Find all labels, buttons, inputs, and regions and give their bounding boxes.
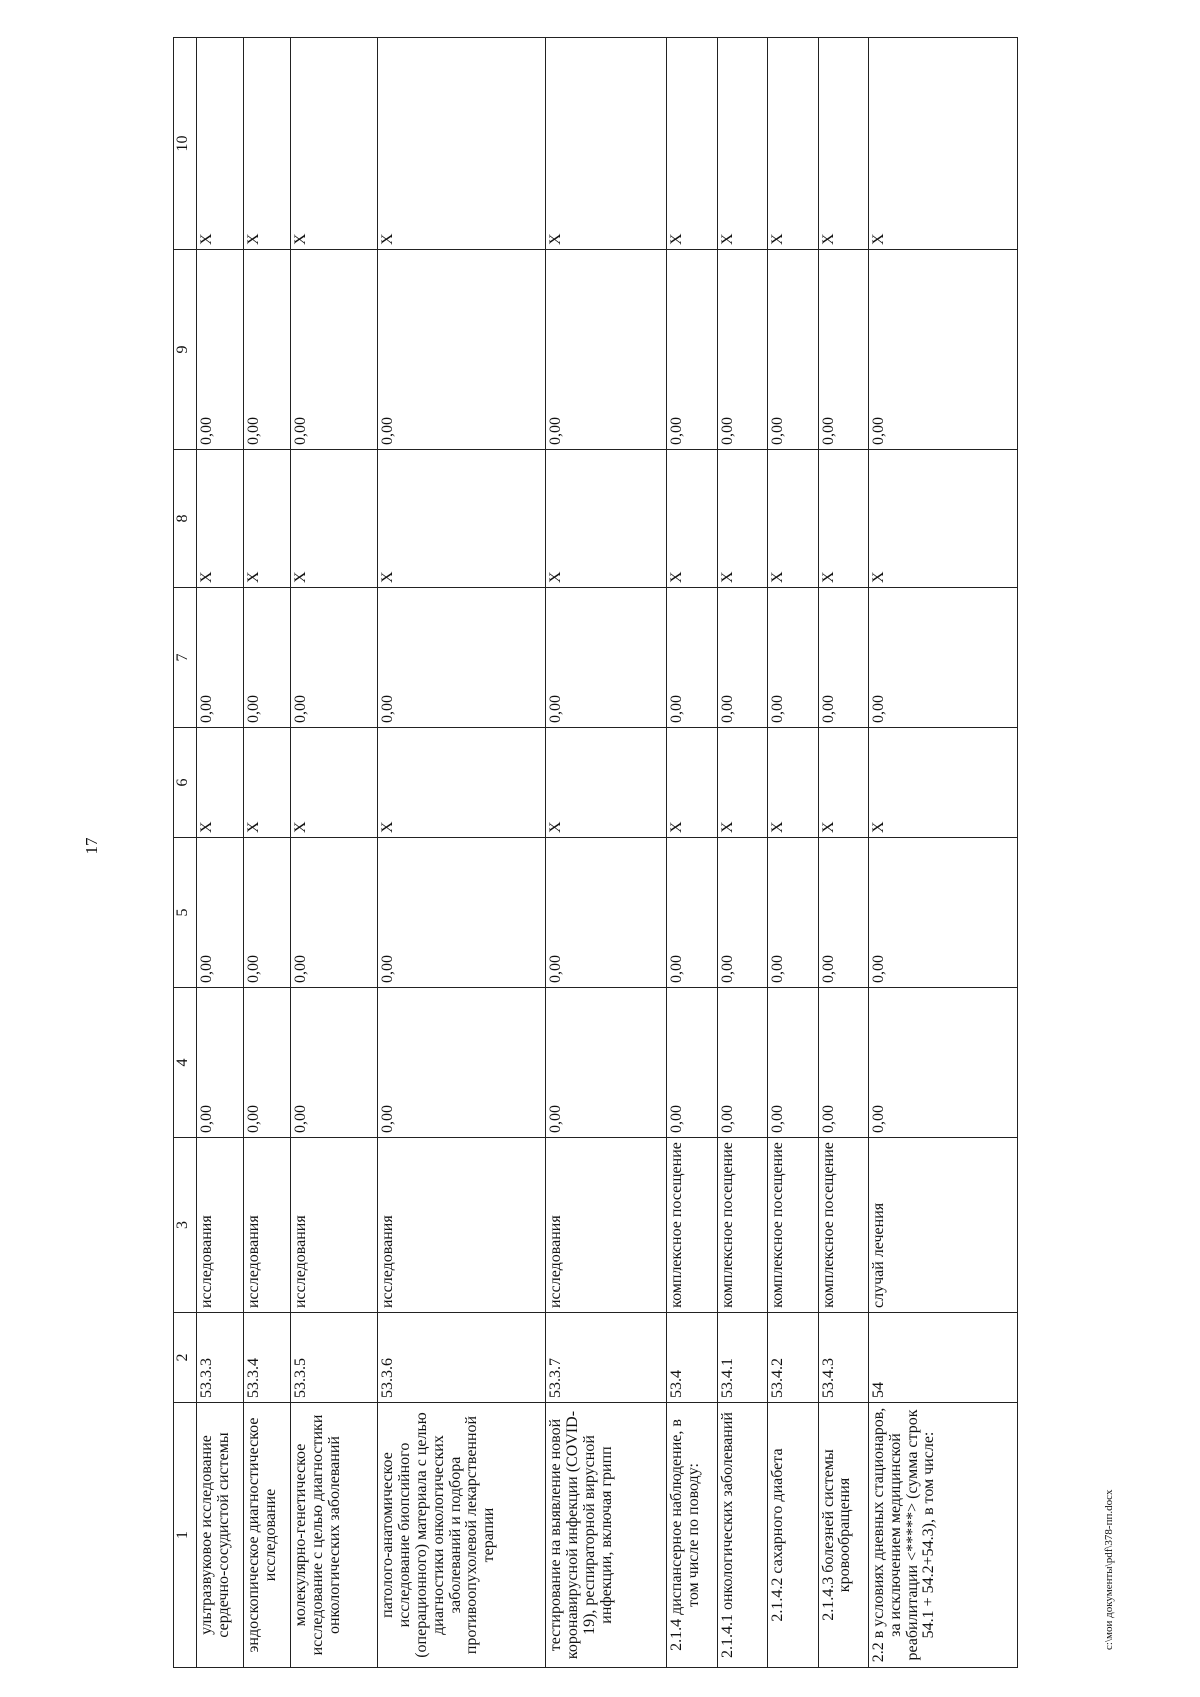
cell-c9: 0,00 (378, 250, 546, 450)
cell-unit: комплексное посещение (818, 1138, 868, 1313)
cell-c7: 0,00 (667, 588, 717, 728)
cell-c6: X (291, 728, 378, 838)
cell-code: 53.4.1 (717, 1313, 767, 1403)
table-body (197, 38, 1018, 1668)
cell-c5: 0,00 (197, 838, 244, 988)
cell-c8: X (868, 450, 1017, 588)
cell-unit: комплексное посещение (667, 1138, 717, 1313)
cell-c8: X (546, 450, 667, 588)
cell-c8: X (667, 450, 717, 588)
cell-c7: 0,00 (291, 588, 378, 728)
cell-c10: X (868, 38, 1017, 250)
cell-c10: X (818, 38, 868, 250)
cell-c10: X (768, 38, 818, 250)
cell-unit: исследования (546, 1138, 667, 1313)
table-row (768, 38, 818, 1668)
header-cell: 4 (174, 988, 197, 1138)
table-row (378, 38, 546, 1668)
cell-code: 53.4 (667, 1313, 717, 1403)
cell-c9: 0,00 (546, 250, 667, 450)
table-row (868, 38, 1017, 1668)
cell-c8: X (291, 450, 378, 588)
cell-c6: X (768, 728, 818, 838)
cell-c4: 0,00 (197, 988, 244, 1138)
cell-c9: 0,00 (768, 250, 818, 450)
cell-c10: X (291, 38, 378, 250)
cell-unit: исследования (378, 1138, 546, 1313)
header-cell: 9 (174, 250, 197, 450)
cell-name: эндоскопическое диагностическое исследование (244, 1403, 291, 1668)
cell-code: 53.3.7 (546, 1313, 667, 1403)
cell-c4: 0,00 (291, 988, 378, 1138)
header-cell: 2 (174, 1313, 197, 1403)
header-cell: 10 (174, 38, 197, 250)
cell-c4: 0,00 (717, 988, 767, 1138)
cell-code: 53.3.6 (378, 1313, 546, 1403)
cell-c8: X (378, 450, 546, 588)
cell-c6: X (717, 728, 767, 838)
cell-name: 2.1.4 диспансерное наблюдение, в том числе по поводу: (667, 1403, 717, 1668)
header-cell: 3 (174, 1138, 197, 1313)
cell-c6: X (197, 728, 244, 838)
cell-c5: 0,00 (667, 838, 717, 988)
cell-c5: 0,00 (818, 838, 868, 988)
cell-c4: 0,00 (667, 988, 717, 1138)
cell-c4: 0,00 (546, 988, 667, 1138)
cell-code: 53.3.5 (291, 1313, 378, 1403)
cell-c7: 0,00 (546, 588, 667, 728)
cell-c5: 0,00 (768, 838, 818, 988)
cell-name: ультразвуковое исследование сердечно-сосудистой системы (197, 1403, 244, 1668)
cell-c6: X (667, 728, 717, 838)
header-row (174, 38, 197, 1668)
cell-c10: X (244, 38, 291, 250)
cell-c9: 0,00 (667, 250, 717, 450)
data-table-rotated (173, 38, 1018, 1668)
cell-c7: 0,00 (717, 588, 767, 728)
cell-unit: исследования (197, 1138, 244, 1313)
cell-c5: 0,00 (244, 838, 291, 988)
cell-code: 54 (868, 1313, 1017, 1403)
cell-name: молекулярно-генетическое исследование с целью диагностики онкологических заболеваний (291, 1403, 378, 1668)
cell-unit: исследования (291, 1138, 378, 1313)
table-row (244, 38, 291, 1668)
cell-c10: X (667, 38, 717, 250)
cell-c7: 0,00 (768, 588, 818, 728)
table-row (546, 38, 667, 1668)
cell-c6: X (244, 728, 291, 838)
cell-c5: 0,00 (378, 838, 546, 988)
cell-name: 2.1.4.3 болезней системы кровообращения (818, 1403, 868, 1668)
table-row (291, 38, 378, 1668)
table-row (717, 38, 767, 1668)
cell-code: 53.4.3 (818, 1313, 868, 1403)
cell-c10: X (546, 38, 667, 250)
cell-c9: 0,00 (291, 250, 378, 450)
header-cell: 6 (174, 728, 197, 838)
table-row (818, 38, 868, 1668)
cell-c6: X (378, 728, 546, 838)
cell-name: тестирование на выявление новой коронавирусной инфекции (COVID-19), респираторной вирусной инфекции, включая грипп (546, 1403, 667, 1668)
cell-c8: X (717, 450, 767, 588)
file-path-footer: c:\мои документы\pdf\378-пп.docx (1103, 1489, 1115, 1650)
cell-c7: 0,00 (244, 588, 291, 728)
cell-c6: X (818, 728, 868, 838)
cell-c7: 0,00 (197, 588, 244, 728)
cell-c4: 0,00 (818, 988, 868, 1138)
cell-c9: 0,00 (818, 250, 868, 450)
cell-c5: 0,00 (717, 838, 767, 988)
cell-unit: комплексное посещение (717, 1138, 767, 1313)
header-cell: 5 (174, 838, 197, 988)
cell-code: 53.3.3 (197, 1313, 244, 1403)
cell-c8: X (197, 450, 244, 588)
cell-name: 2.1.4.1 онкологических заболеваний (717, 1403, 767, 1668)
cell-c10: X (378, 38, 546, 250)
cell-code: 53.4.2 (768, 1313, 818, 1403)
cell-c8: X (768, 450, 818, 588)
cell-code: 53.3.4 (244, 1313, 291, 1403)
cell-c7: 0,00 (378, 588, 546, 728)
cell-c5: 0,00 (868, 838, 1017, 988)
cell-c9: 0,00 (244, 250, 291, 450)
cell-c7: 0,00 (818, 588, 868, 728)
cell-c6: X (546, 728, 667, 838)
table-row (197, 38, 244, 1668)
cell-c10: X (717, 38, 767, 250)
cell-c4: 0,00 (868, 988, 1017, 1138)
cell-c8: X (244, 450, 291, 588)
header-cell: 7 (174, 588, 197, 728)
cell-c10: X (197, 38, 244, 250)
cell-name: патолого-анатомическое исследование биопсийного (операционного) материала с целью диагностики онкологических заболеваний и подбора противоопухолевой лекарственной терапии (378, 1403, 546, 1668)
cell-c9: 0,00 (868, 250, 1017, 450)
cell-unit: исследования (244, 1138, 291, 1313)
cell-c9: 0,00 (717, 250, 767, 450)
data-table (173, 37, 1018, 1668)
cell-c9: 0,00 (197, 250, 244, 450)
cell-c4: 0,00 (244, 988, 291, 1138)
table-row (667, 38, 717, 1668)
cell-name: 2.1.4.2 сахарного диабета (768, 1403, 818, 1668)
cell-c5: 0,00 (291, 838, 378, 988)
cell-c4: 0,00 (768, 988, 818, 1138)
cell-unit: случай лечения (868, 1138, 1017, 1313)
cell-c8: X (818, 450, 868, 588)
page-number: 17 (82, 837, 101, 855)
header-cell: 8 (174, 450, 197, 588)
cell-unit: комплексное посещение (768, 1138, 818, 1313)
cell-c7: 0,00 (868, 588, 1017, 728)
cell-name: 2.2 в условиях дневных стационаров, за исключением медицинской реабилитации <*****> (сумма строк 54.1 + 54.2+54.3), в том числе: (868, 1403, 1017, 1668)
header-cell: 1 (174, 1403, 197, 1668)
cell-c4: 0,00 (378, 988, 546, 1138)
cell-c5: 0,00 (546, 838, 667, 988)
cell-c6: X (868, 728, 1017, 838)
